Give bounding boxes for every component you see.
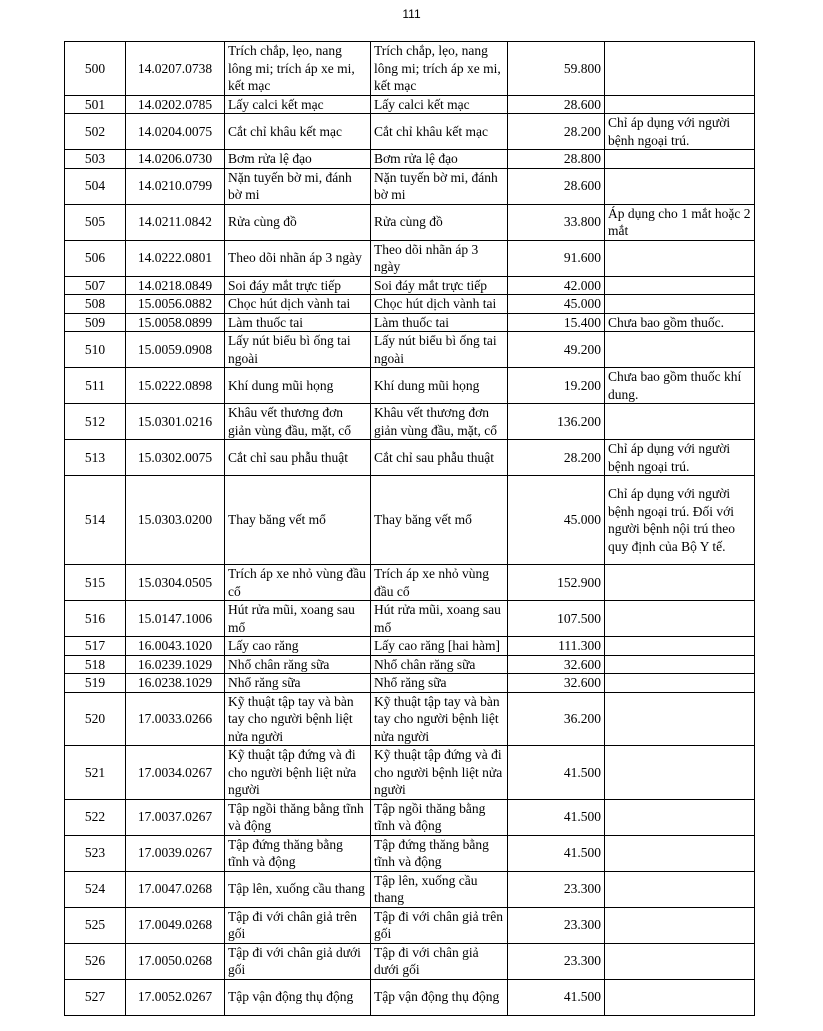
service-name: Soi đáy mắt trực tiếp <box>225 276 371 295</box>
table-row <box>65 746 755 800</box>
note-text <box>605 95 755 114</box>
service-name-approved: Thay băng vết mổ <box>371 476 508 565</box>
note-text: Áp dụng cho 1 mắt hoặc 2 mắt <box>605 204 755 240</box>
price-value: 41.500 <box>508 799 605 835</box>
row-number: 521 <box>65 746 126 800</box>
service-name: Chọc hút dịch vành tai <box>225 295 371 314</box>
price-value: 107.500 <box>508 601 605 637</box>
table-row <box>65 42 755 96</box>
service-code: 15.0058.0899 <box>126 313 225 332</box>
service-code: 14.0210.0799 <box>126 168 225 204</box>
price-value: 111.300 <box>508 637 605 656</box>
note-text <box>605 835 755 871</box>
service-code: 17.0039.0267 <box>126 835 225 871</box>
price-value: 33.800 <box>508 204 605 240</box>
service-code: 17.0050.0268 <box>126 943 225 979</box>
service-name: Thay băng vết mổ <box>225 476 371 565</box>
row-number: 510 <box>65 332 126 368</box>
table-row <box>65 313 755 332</box>
service-code: 14.0222.0801 <box>126 240 225 276</box>
table-body <box>65 42 755 1016</box>
note-text: Chưa bao gồm thuốc khí dung. <box>605 368 755 404</box>
table-row <box>65 907 755 943</box>
table-row <box>65 692 755 746</box>
service-code: 17.0052.0267 <box>126 979 225 1015</box>
service-code: 14.0218.0849 <box>126 276 225 295</box>
service-name-approved: Tập ngồi thăng bằng tĩnh và động <box>371 799 508 835</box>
row-number: 514 <box>65 476 126 565</box>
price-value: 23.300 <box>508 907 605 943</box>
table-row <box>65 95 755 114</box>
service-name-approved: Khâu vết thương đơn giản vùng đầu, mặt, cổ <box>371 404 508 440</box>
service-name: Lấy nút biểu bì ống tai ngoài <box>225 332 371 368</box>
service-name: Khí dung mũi họng <box>225 368 371 404</box>
table-row <box>65 168 755 204</box>
service-code: 15.0059.0908 <box>126 332 225 368</box>
note-text: Chỉ áp dụng với người bệnh ngoại trú. Đối với người bệnh nội trú theo quy định của Bộ Y tế. <box>605 476 755 565</box>
price-value: 32.600 <box>508 655 605 674</box>
row-number: 504 <box>65 168 126 204</box>
service-code: 14.0202.0785 <box>126 95 225 114</box>
service-name: Rửa cùng đồ <box>225 204 371 240</box>
service-code: 17.0034.0267 <box>126 746 225 800</box>
note-text <box>605 799 755 835</box>
price-value: 28.600 <box>508 168 605 204</box>
table-row <box>65 332 755 368</box>
service-name: Tập lên, xuống cầu thang <box>225 871 371 907</box>
row-number: 501 <box>65 95 126 114</box>
row-number: 503 <box>65 150 126 169</box>
table-row <box>65 440 755 476</box>
service-name-approved: Tập lên, xuống cầu thang <box>371 871 508 907</box>
service-code: 15.0147.1006 <box>126 601 225 637</box>
service-name-approved: Theo dõi nhãn áp 3 ngày <box>371 240 508 276</box>
row-number: 502 <box>65 114 126 150</box>
row-number: 518 <box>65 655 126 674</box>
note-text <box>605 240 755 276</box>
service-name: Bơm rửa lệ đạo <box>225 150 371 169</box>
price-value: 45.000 <box>508 476 605 565</box>
row-number: 525 <box>65 907 126 943</box>
service-name-approved: Cắt chỉ khâu kết mạc <box>371 114 508 150</box>
price-value: 41.500 <box>508 746 605 800</box>
price-value: 49.200 <box>508 332 605 368</box>
service-name-approved: Khí dung mũi họng <box>371 368 508 404</box>
service-name: Trích áp xe nhỏ vùng đầu cổ <box>225 565 371 601</box>
table-row <box>65 871 755 907</box>
row-number: 506 <box>65 240 126 276</box>
table-row <box>65 943 755 979</box>
table-row <box>65 404 755 440</box>
service-name-approved: Trích áp xe nhỏ vùng đầu cổ <box>371 565 508 601</box>
service-name: Kỹ thuật tập đứng và đi cho người bệnh liệt nửa người <box>225 746 371 800</box>
service-name-approved: Lấy nút biểu bì ống tai ngoài <box>371 332 508 368</box>
service-name-approved: Tập đứng thăng bằng tĩnh và động <box>371 835 508 871</box>
note-text <box>605 565 755 601</box>
service-code: 15.0303.0200 <box>126 476 225 565</box>
price-value: 28.800 <box>508 150 605 169</box>
service-code: 15.0056.0882 <box>126 295 225 314</box>
table-row <box>65 637 755 656</box>
table-row <box>65 368 755 404</box>
service-name-approved: Rửa cùng đồ <box>371 204 508 240</box>
price-value: 136.200 <box>508 404 605 440</box>
service-name: Nhổ chân răng sữa <box>225 655 371 674</box>
service-name-approved: Soi đáy mắt trực tiếp <box>371 276 508 295</box>
row-number: 507 <box>65 276 126 295</box>
service-name-approved: Tập đi với chân giả dưới gối <box>371 943 508 979</box>
row-number: 508 <box>65 295 126 314</box>
service-code: 16.0239.1029 <box>126 655 225 674</box>
price-value: 152.900 <box>508 565 605 601</box>
row-number: 522 <box>65 799 126 835</box>
price-value: 36.200 <box>508 692 605 746</box>
note-text <box>605 674 755 693</box>
price-value: 23.300 <box>508 871 605 907</box>
row-number: 511 <box>65 368 126 404</box>
service-name-approved: Hút rửa mũi, xoang sau mổ <box>371 601 508 637</box>
row-number: 520 <box>65 692 126 746</box>
note-text <box>605 404 755 440</box>
service-name: Tập đi với chân giả trên gối <box>225 907 371 943</box>
row-number: 513 <box>65 440 126 476</box>
service-name: Theo dõi nhãn áp 3 ngày <box>225 240 371 276</box>
row-number: 524 <box>65 871 126 907</box>
note-text <box>605 42 755 96</box>
service-name: Cắt chỉ khâu kết mạc <box>225 114 371 150</box>
service-code: 14.0206.0730 <box>126 150 225 169</box>
row-number: 515 <box>65 565 126 601</box>
price-value: 41.500 <box>508 835 605 871</box>
service-name: Trích chắp, lẹo, nang lông mi; trích áp xe mi, kết mạc <box>225 42 371 96</box>
table-row <box>65 114 755 150</box>
service-name: Nặn tuyến bờ mi, đánh bờ mi <box>225 168 371 204</box>
service-name-approved: Trích chắp, lẹo, nang lông mi; trích áp xe mi, kết mạc <box>371 42 508 96</box>
table-row <box>65 799 755 835</box>
price-value: 19.200 <box>508 368 605 404</box>
service-code: 17.0033.0266 <box>126 692 225 746</box>
price-table <box>64 41 755 1016</box>
note-text <box>605 637 755 656</box>
price-value: 42.000 <box>508 276 605 295</box>
note-text <box>605 276 755 295</box>
service-code: 14.0211.0842 <box>126 204 225 240</box>
service-name-approved: Cắt chỉ sau phẫu thuật <box>371 440 508 476</box>
table-row <box>65 150 755 169</box>
service-name-approved: Làm thuốc tai <box>371 313 508 332</box>
note-text: Chỉ áp dụng với người bệnh ngoại trú. <box>605 114 755 150</box>
service-code: 16.0043.1020 <box>126 637 225 656</box>
note-text <box>605 943 755 979</box>
service-name-approved: Tập vận động thụ động <box>371 979 508 1015</box>
row-number: 519 <box>65 674 126 693</box>
table-row <box>65 204 755 240</box>
service-code: 15.0304.0505 <box>126 565 225 601</box>
service-code: 15.0222.0898 <box>126 368 225 404</box>
note-text <box>605 907 755 943</box>
service-name: Kỹ thuật tập tay và bàn tay cho người bệnh liệt nửa người <box>225 692 371 746</box>
price-value: 28.200 <box>508 440 605 476</box>
note-text <box>605 295 755 314</box>
service-code: 15.0302.0075 <box>126 440 225 476</box>
table-row <box>65 240 755 276</box>
price-value: 41.500 <box>508 979 605 1015</box>
price-value: 32.600 <box>508 674 605 693</box>
price-value: 28.600 <box>508 95 605 114</box>
page-number: 111 <box>402 7 421 21</box>
price-value: 28.200 <box>508 114 605 150</box>
service-name-approved: Bơm rửa lệ đạo <box>371 150 508 169</box>
service-name: Tập đứng thăng bằng tĩnh và động <box>225 835 371 871</box>
service-code: 16.0238.1029 <box>126 674 225 693</box>
service-name: Làm thuốc tai <box>225 313 371 332</box>
table-row <box>65 655 755 674</box>
note-text <box>605 692 755 746</box>
row-number: 527 <box>65 979 126 1015</box>
price-value: 59.800 <box>508 42 605 96</box>
note-text <box>605 979 755 1015</box>
note-text <box>605 655 755 674</box>
service-code: 17.0049.0268 <box>126 907 225 943</box>
row-number: 500 <box>65 42 126 96</box>
note-text: Chỉ áp dụng với người bệnh ngoại trú. <box>605 440 755 476</box>
service-name-approved: Chọc hút dịch vành tai <box>371 295 508 314</box>
note-text <box>605 601 755 637</box>
row-number: 523 <box>65 835 126 871</box>
table-row <box>65 565 755 601</box>
row-number: 512 <box>65 404 126 440</box>
row-number: 526 <box>65 943 126 979</box>
service-code: 17.0037.0267 <box>126 799 225 835</box>
table-row <box>65 979 755 1015</box>
service-name: Tập ngồi thăng bằng tĩnh và động <box>225 799 371 835</box>
service-name: Lấy cao răng <box>225 637 371 656</box>
note-text <box>605 168 755 204</box>
service-name-approved: Kỹ thuật tập tay và bàn tay cho người bệnh liệt nửa người <box>371 692 508 746</box>
service-name: Nhổ răng sữa <box>225 674 371 693</box>
service-name-approved: Nặn tuyến bờ mi, đánh bờ mi <box>371 168 508 204</box>
table-row <box>65 295 755 314</box>
service-name-approved: Lấy calci kết mạc <box>371 95 508 114</box>
service-code: 14.0204.0075 <box>126 114 225 150</box>
price-value: 91.600 <box>508 240 605 276</box>
note-text <box>605 332 755 368</box>
table-row <box>65 601 755 637</box>
service-name: Khâu vết thương đơn giản vùng đầu, mặt, cổ <box>225 404 371 440</box>
service-name-approved: Kỹ thuật tập đứng và đi cho người bệnh liệt nửa người <box>371 746 508 800</box>
service-code: 17.0047.0268 <box>126 871 225 907</box>
row-number: 516 <box>65 601 126 637</box>
price-value: 15.400 <box>508 313 605 332</box>
service-name: Cắt chỉ sau phẫu thuật <box>225 440 371 476</box>
note-text <box>605 871 755 907</box>
service-name-approved: Nhổ răng sữa <box>371 674 508 693</box>
service-name: Tập vận động thụ động <box>225 979 371 1015</box>
row-number: 505 <box>65 204 126 240</box>
table-row <box>65 835 755 871</box>
price-value: 23.300 <box>508 943 605 979</box>
note-text <box>605 746 755 800</box>
row-number: 517 <box>65 637 126 656</box>
service-name: Lấy calci kết mạc <box>225 95 371 114</box>
note-text: Chưa bao gồm thuốc. <box>605 313 755 332</box>
service-code: 14.0207.0738 <box>126 42 225 96</box>
service-name-approved: Tập đi với chân giả trên gối <box>371 907 508 943</box>
service-name: Hút rửa mũi, xoang sau mổ <box>225 601 371 637</box>
row-number: 509 <box>65 313 126 332</box>
price-value: 45.000 <box>508 295 605 314</box>
service-code: 15.0301.0216 <box>126 404 225 440</box>
table-row <box>65 674 755 693</box>
table-row <box>65 276 755 295</box>
service-name-approved: Lấy cao răng [hai hàm] <box>371 637 508 656</box>
service-name-approved: Nhổ chân răng sữa <box>371 655 508 674</box>
note-text <box>605 150 755 169</box>
service-name: Tập đi với chân giả dưới gối <box>225 943 371 979</box>
table-row <box>65 476 755 565</box>
